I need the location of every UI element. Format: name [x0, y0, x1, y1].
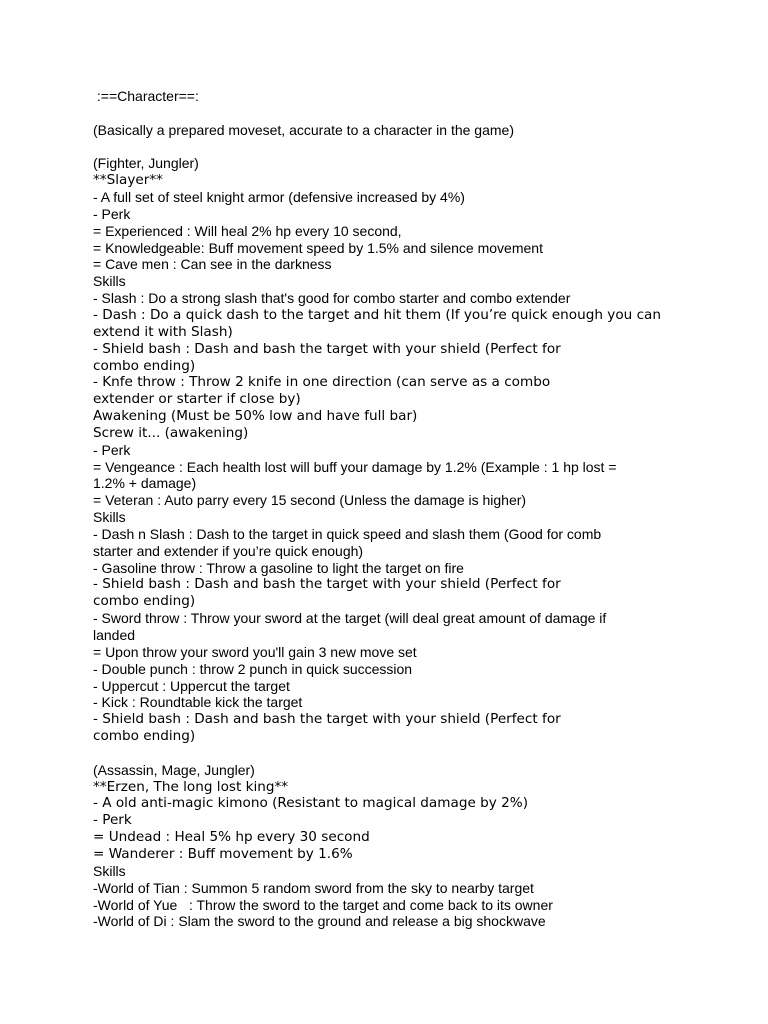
- text-line: - Dash n Slash : Dash to the target in quick speed and slash them (Good for comb: [93, 525, 602, 542]
- text-line: combo ending): [93, 593, 196, 610]
- text-line: combo ending): [93, 728, 196, 745]
- text-line: = Experienced : Will heal 2% hp every 10 second,: [93, 222, 402, 239]
- text-line: - Slash : Do a strong slash that's good for combo starter and combo extender: [93, 290, 571, 307]
- text-line: - A full set of steel knight armor (defensive increased by 4%): [93, 189, 465, 206]
- text-line: - Sword throw : Throw your sword at the target (will deal great amount of damage if: [93, 610, 607, 627]
- character-name: **Slayer**: [93, 172, 163, 189]
- text-line: - Knfe throw : Throw 2 knife in one direction (can serve as a combo: [93, 374, 551, 391]
- text-line: - Shield bash : Dash and bash the target with your shield (Perfect for: [93, 711, 561, 728]
- text-line: extender or starter if close by): [93, 391, 301, 408]
- section-skills: Skills: [93, 509, 126, 526]
- doc-heading: :==Character==:: [93, 88, 199, 104]
- text-line: -World of Tian : Summon 5 random sword from the sky to nearby target: [93, 879, 534, 896]
- text-line: Screw it... (awakening): [93, 424, 249, 441]
- blank-line: [93, 139, 683, 156]
- text-line: - Shield bash : Dash and bash the target with your shield (Perfect for: [93, 576, 561, 593]
- text-line: - Kick : Roundtable kick the target: [93, 694, 303, 711]
- character-name: **Erzen, The long lost king**: [93, 778, 289, 795]
- text-line: = Knowledgeable: Buff movement speed by 1.5% and silence movement: [93, 239, 543, 256]
- character-roles: (Fighter, Jungler): [93, 155, 199, 172]
- section-skills: Skills: [93, 862, 126, 879]
- text-line: - Perk: [93, 205, 131, 222]
- text-line: - Perk: [93, 812, 132, 829]
- doc-intro: (Basically a prepared moveset, accurate to a character in the game): [93, 121, 514, 138]
- text-line: = Vengeance : Each health lost will buff your damage by 1.2% (Example : 1 hp lost =: [93, 458, 617, 475]
- text-line: starter and extender if you’re quick enough): [93, 542, 364, 559]
- text-line: -World of Di : Slam the sword to the ground and release a big shockwave: [93, 913, 546, 930]
- text-line: - Gasoline throw : Throw a gasoline to light the target on fire: [93, 559, 464, 576]
- text-line: = Veteran : Auto parry every 15 second (Unless the damage is higher): [93, 492, 527, 509]
- text-line: - Double punch : throw 2 punch in quick succession: [93, 660, 413, 677]
- blank-line: [93, 745, 683, 762]
- blank-line: [93, 105, 683, 122]
- text-line: extend it with Slash): [93, 323, 233, 340]
- text-line: = Wanderer : Buff movement by 1.6%: [93, 845, 353, 862]
- text-line: - Perk: [93, 441, 131, 458]
- text-line: = Cave men : Can see in the darkness: [93, 256, 332, 273]
- text-line: 1.2% + damage): [93, 475, 197, 492]
- document-body: [93, 88, 683, 930]
- section-skills: Skills: [93, 273, 126, 290]
- character-roles: (Assassin, Mage, Jungler): [93, 761, 255, 778]
- text-line: = Undead : Heal 5% hp every 30 second: [93, 829, 370, 846]
- text-line: - Shield bash : Dash and bash the target with your shield (Perfect for: [93, 340, 561, 357]
- text-line: - Dash : Do a quick dash to the target and hit them (If you’re quick enough you can: [93, 306, 662, 323]
- text-line: - A old anti-magic kimono (Resistant to magical damage by 2%): [93, 795, 529, 812]
- text-line: -World of Yue : Throw the sword to the target and come back to its owner: [93, 896, 553, 913]
- text-line: combo ending): [93, 357, 196, 374]
- text-line: = Upon throw your sword you'll gain 3 new move set: [93, 643, 417, 660]
- section-awakening: Awakening (Must be 50% low and have full bar): [93, 408, 418, 425]
- text-line: - Uppercut : Uppercut the target: [93, 677, 290, 694]
- text-line: landed: [93, 627, 136, 643]
